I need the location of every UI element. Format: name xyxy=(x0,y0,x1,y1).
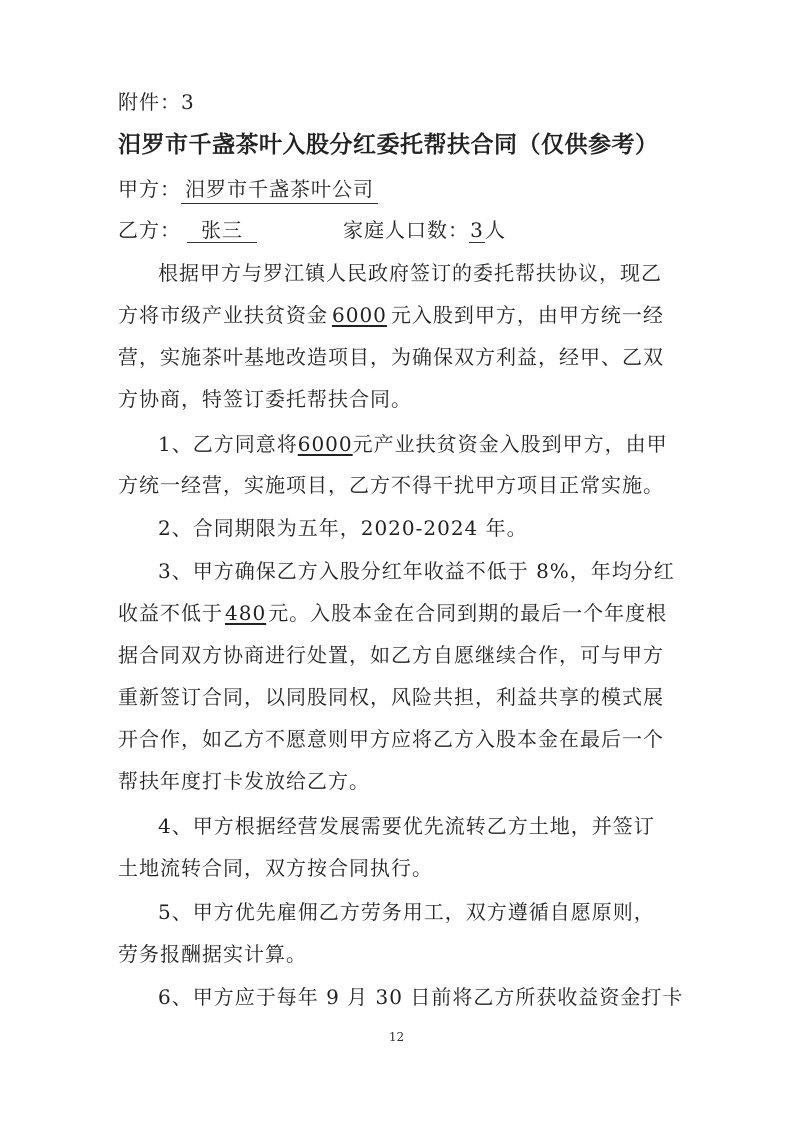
page-number: 12 xyxy=(388,1030,405,1044)
clause-1-line-1 xyxy=(158,430,718,458)
party-a-label: 甲方： xyxy=(118,177,181,201)
party-a-value: 汨罗市千盏茶叶公司 xyxy=(181,175,378,204)
clause-text: 收益不低于 xyxy=(118,601,223,625)
clause-4-line-2: 土地流转合同，双方按合同执行。 xyxy=(118,856,433,880)
intro-line-1: 根据甲方与罗江镇人民政府签订的委托帮扶协议，现乙 xyxy=(158,261,662,285)
family-size-value: 3 xyxy=(470,218,484,242)
attachment-label: 附件：3 xyxy=(118,90,195,114)
intro-line-3: 营，实施茶叶基地改造项目，为确保双方利益，经甲、乙双 xyxy=(118,345,664,369)
clause-3-line-2 xyxy=(118,599,678,627)
clause-1-line-2: 方统一经营，实施项目，乙方不得干扰甲方项目正常实施。 xyxy=(118,473,664,497)
clause-text: 元。入股本金在合同到期的最后一个年度根 xyxy=(268,601,668,625)
contract-title: 汨罗市千盏茶叶入股分红委托帮扶合同（仅供参考） xyxy=(118,132,659,158)
clause-text: 1、乙方同意将 xyxy=(158,432,298,456)
clause-text: 元产业扶贫资金入股到甲方，由甲 xyxy=(352,432,668,456)
clause-5-line-2: 劳务报酬据实计算。 xyxy=(118,942,307,966)
intro-text: 方将市级产业扶贫资金 xyxy=(118,303,328,327)
party-b-line xyxy=(118,216,678,244)
clause-3-line-4: 重新签订合同，以同股同权，风险共担，利益共享的模式展 xyxy=(118,685,664,709)
family-size-unit: 人 xyxy=(485,218,506,242)
clause-4-line-1: 4、甲方根据经营发展需要优先流转乙方土地，并签订 xyxy=(158,814,655,838)
investment-amount: 6000 xyxy=(297,432,353,456)
intro-line-2 xyxy=(118,301,678,329)
clause-5-line-1: 5、甲方优先雇佣乙方劳务用工，双方遵循自愿原则， xyxy=(158,900,655,924)
clause-6-line-1: 6、甲方应于每年 9 月 30 日前将乙方所获收益资金打卡 xyxy=(158,985,684,1009)
clause-3-line-3: 据合同双方协商进行处置，如乙方自愿继续合作，可与甲方 xyxy=(118,643,664,667)
clause-3-line-5: 开合作，如乙方不愿意则甲方应将乙方入股本金在最后一个 xyxy=(118,727,664,751)
party-b-name: 张三 xyxy=(187,218,257,243)
clause-2-line-1: 2、合同期限为五年，2020-2024 年。 xyxy=(158,516,528,540)
intro-line-4: 方协商，特签订委托帮扶合同。 xyxy=(118,387,412,411)
dividend-amount: 480 xyxy=(225,601,267,625)
investment-amount: 6000 xyxy=(332,303,387,327)
intro-text: 元入股到甲方，由甲方统一经 xyxy=(390,303,664,327)
clause-3-line-1: 3、甲方确保乙方入股分红年收益不低于 8%，年均分红 xyxy=(158,559,675,583)
party-b-label: 乙方： xyxy=(118,218,181,242)
party-a-line xyxy=(118,175,678,204)
family-size-label: 家庭人口数： xyxy=(343,218,469,242)
clause-3-line-6: 帮扶年度打卡发放给乙方。 xyxy=(118,769,370,793)
